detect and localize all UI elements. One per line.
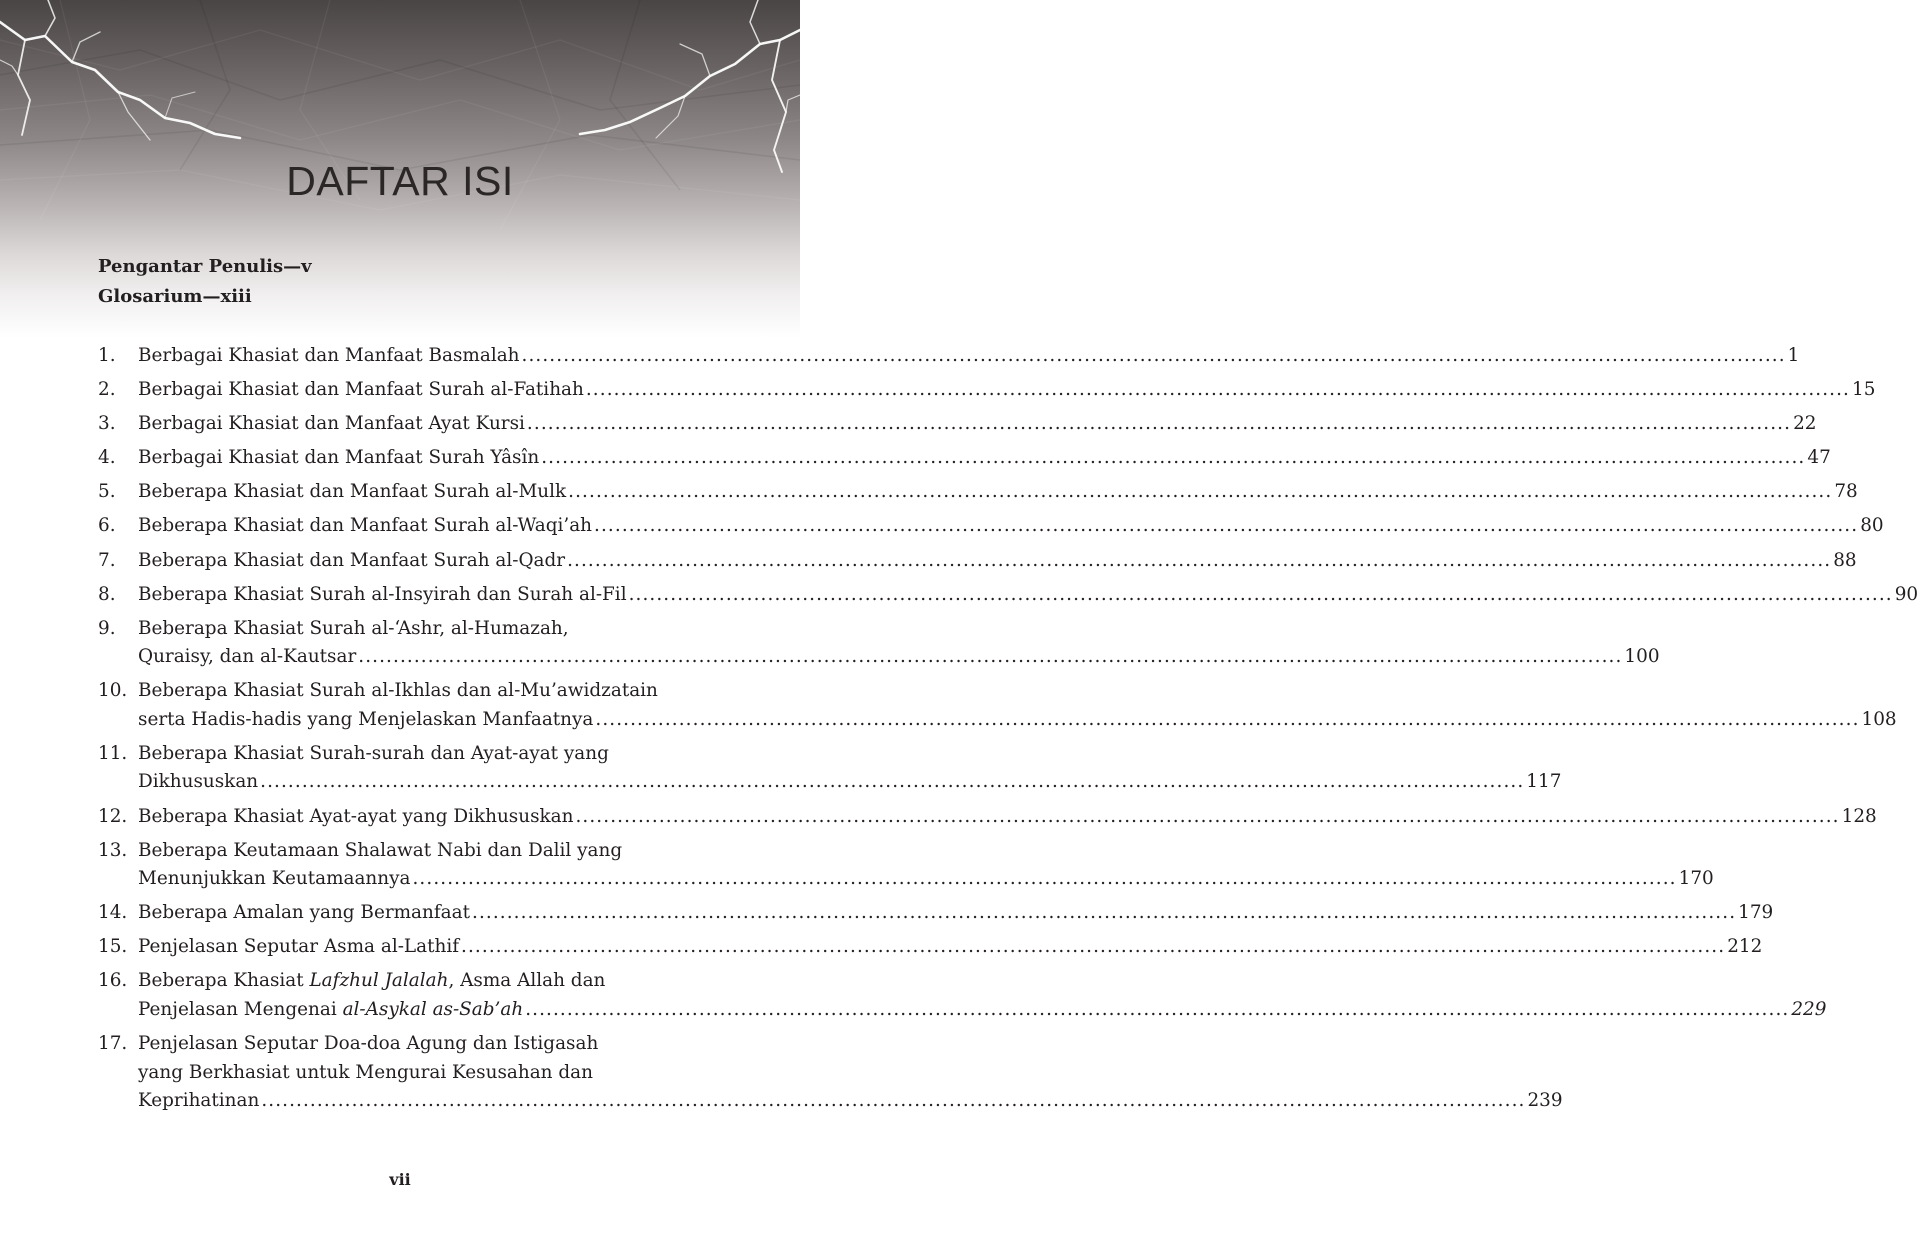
toc-entry-title-line: Beberapa Khasiat dan Manfaat Surah al-Qadr <box>138 549 566 571</box>
dot-leader <box>595 706 1859 735</box>
toc-entry-title-line: Menunjukkan Keutamaannya <box>138 868 411 890</box>
toc-entry-number: 14. <box>98 902 128 924</box>
toc-page-number: 47 <box>1807 447 1831 469</box>
toc-entry <box>98 677 1897 734</box>
toc-page-number: 88 <box>1833 549 1857 571</box>
toc-entry-title-line: Beberapa Khasiat dan Manfaat Surah al-Mulk <box>138 481 567 503</box>
dot-leader <box>575 803 1839 832</box>
toc-entry-title-line: Berbagai Khasiat dan Manfaat Basmalah <box>138 345 520 366</box>
toc-entry <box>98 803 1877 832</box>
toc-entry-title-line: Beberapa Khasiat Surah-surah dan Ayat-ayat yang <box>138 742 609 764</box>
toc-entry <box>98 376 1876 405</box>
dot-leader <box>586 376 1850 405</box>
toc-entry <box>98 740 1562 797</box>
toc-page-number: 90 <box>1894 583 1918 605</box>
dot-leader <box>260 768 1524 797</box>
toc-title-segment: Penjelasan Mengenai <box>138 998 343 1020</box>
lightning-left-icon <box>0 0 250 160</box>
toc-page-number: 100 <box>1624 646 1660 668</box>
toc-entry-number: 7. <box>98 549 116 571</box>
toc-entry-title-line: Beberapa Keutamaan Shalawat Nabi dan Dalil yang <box>138 839 623 861</box>
toc-entry-title <box>138 444 1831 473</box>
toc-entry-number: 15. <box>98 936 128 958</box>
table-of-contents <box>98 342 1918 1121</box>
dot-leader <box>261 1087 1525 1116</box>
toc-entry-number: 13. <box>98 839 128 861</box>
toc-title-segment: Lafzhul Jalalah <box>309 970 449 992</box>
front-matter-preface: Pengantar Penulis—v <box>98 256 312 277</box>
toc-entry <box>98 837 1714 894</box>
toc-page-number: 239 <box>1527 1090 1563 1111</box>
toc-entry-number: 1. <box>98 345 116 366</box>
toc-entry <box>98 547 1857 576</box>
toc-entry-number: 9. <box>98 617 116 639</box>
toc-entry <box>98 581 1918 610</box>
dot-leader <box>358 643 1622 672</box>
toc-entry-number: 5. <box>98 481 116 503</box>
toc-entry-title <box>138 933 1762 962</box>
toc-entry-title <box>138 967 1826 1024</box>
toc-entry-title-line: Beberapa Amalan yang Bermanfaat <box>138 902 470 924</box>
toc-page-number: 22 <box>1793 413 1817 435</box>
toc-entry-title <box>138 547 1857 576</box>
toc-entry-number: 12. <box>98 805 128 827</box>
toc-entry-title <box>138 803 1877 832</box>
toc-entry-title <box>138 837 1714 894</box>
toc-entry <box>98 342 1800 371</box>
dot-leader <box>568 478 1832 507</box>
toc-entry-title-line: serta Hadis-hadis yang Menjelaskan Manfaatnya <box>138 708 594 730</box>
toc-entry-title <box>138 512 1884 541</box>
dot-leader <box>461 933 1725 962</box>
toc-entry-title-line: Beberapa Khasiat Surah al-Insyirah dan Surah al-Fil <box>138 583 627 605</box>
dot-leader <box>527 410 1791 439</box>
dot-leader <box>412 865 1676 894</box>
toc-entry-title <box>138 342 1799 371</box>
toc-entry-title-line: Berbagai Khasiat dan Manfaat Surah al-Fatihah <box>138 379 584 401</box>
toc-entry-title-line: Penjelasan Seputar Asma al-Lathif <box>138 936 460 958</box>
toc-entry-title-line: Berbagai Khasiat dan Manfaat Ayat Kursi <box>138 413 525 435</box>
toc-entry-number: 3. <box>98 413 116 435</box>
toc-entry-title-line: Beberapa Khasiat Surah al-‘Ashr, al-Humazah, <box>138 617 569 639</box>
toc-page-number: 15 <box>1852 379 1876 401</box>
toc-entry-title-line: Keprihatinan <box>138 1090 260 1111</box>
toc-entry-title <box>138 615 1660 672</box>
toc-page-number: 170 <box>1678 868 1714 890</box>
toc-entry-number: 17. <box>98 1033 128 1054</box>
dot-leader <box>541 444 1805 473</box>
toc-entry-number: 4. <box>98 447 116 469</box>
dot-leader <box>629 581 1893 610</box>
toc-page-number: 229 <box>1791 998 1827 1020</box>
page-number: vii <box>389 1170 411 1189</box>
dot-leader <box>594 512 1858 541</box>
toc-entry <box>98 967 1827 1024</box>
page-title: DAFTAR ISI <box>286 158 514 204</box>
toc-entry <box>98 899 1774 928</box>
toc-title-segment: Beberapa Khasiat <box>138 970 310 992</box>
toc-entry-title <box>138 410 1816 439</box>
dot-leader <box>522 342 1786 371</box>
toc-page-number: 128 <box>1841 805 1877 827</box>
toc-entry-title-line: Dikhususkan <box>138 771 259 793</box>
toc-entry-number: 10. <box>98 680 128 702</box>
toc-entry-title-line: Beberapa Khasiat Surah al-Ikhlas dan al-Mu’awidzatain <box>138 680 658 702</box>
toc-entry-number: 11. <box>98 742 128 764</box>
toc-entry <box>98 444 1831 473</box>
toc-page-number: 117 <box>1526 771 1562 793</box>
toc-entry <box>98 933 1763 962</box>
toc-entry-title-line: Beberapa Khasiat Ayat-ayat yang Dikhususkan <box>138 805 574 827</box>
toc-entry-title-line: Quraisy, dan al-Kautsar <box>138 646 357 668</box>
toc-entry-number: 2. <box>98 379 116 401</box>
toc-entry-number: 16. <box>98 970 128 992</box>
lightning-right-icon <box>560 0 800 180</box>
toc-page-number: 80 <box>1860 515 1884 537</box>
toc-entry-number: 6. <box>98 515 116 537</box>
toc-entry-title-line: Berbagai Khasiat dan Manfaat Surah Yâsîn <box>138 447 540 469</box>
toc-entry <box>98 478 1858 507</box>
toc-entry-title <box>138 677 1897 734</box>
toc-page-number: 212 <box>1727 936 1763 958</box>
toc-entry-title-line <box>138 996 523 1025</box>
toc-entry-title <box>138 478 1858 507</box>
toc-entry-title-line <box>138 970 605 991</box>
toc-page-number: 78 <box>1834 481 1858 503</box>
dot-leader <box>567 547 1831 576</box>
toc-entry-title-line: Beberapa Khasiat dan Manfaat Surah al-Waqi’ah <box>138 515 593 537</box>
dot-leader <box>525 996 1789 1025</box>
toc-entry-title <box>138 376 1875 405</box>
toc-entry-number: 8. <box>98 583 116 605</box>
toc-entry <box>98 1030 1563 1116</box>
toc-entry <box>98 410 1817 439</box>
toc-entry-title-line: yang Berkhasiat untuk Mengurai Kesusahan dan <box>138 1061 593 1083</box>
toc-entry-title <box>138 740 1561 797</box>
toc-entry-title <box>138 581 1918 610</box>
toc-entry <box>98 615 1660 672</box>
front-matter-glossary: Glosarium—xiii <box>98 286 252 307</box>
toc-page-number: 1 <box>1787 345 1800 366</box>
toc-title-segment: al-Asykal as-Sab’ah <box>342 998 524 1020</box>
dot-leader <box>472 899 1736 928</box>
toc-page-number: 179 <box>1738 902 1774 924</box>
toc-title-segment: , Asma Allah dan <box>448 970 606 992</box>
toc-entry-title <box>138 899 1773 928</box>
toc-entry-title <box>138 1030 1563 1116</box>
toc-entry <box>98 512 1884 541</box>
toc-page-number: 108 <box>1861 708 1897 730</box>
toc-entry-title-line: Penjelasan Seputar Doa-doa Agung dan Istigasah <box>138 1033 599 1054</box>
